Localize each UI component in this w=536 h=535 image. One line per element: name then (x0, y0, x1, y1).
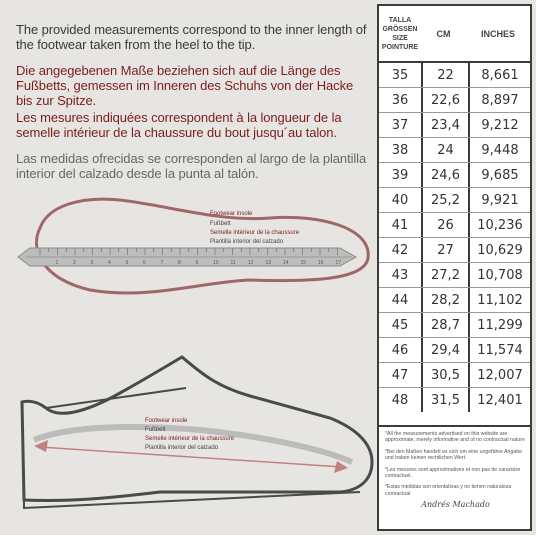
cm-cell: 24 (423, 138, 470, 162)
cm-cell: 28,7 (423, 313, 470, 337)
inches-cell: 11,299 (477, 317, 523, 333)
table-row (379, 63, 530, 88)
size-cell: 38 (379, 138, 423, 162)
header-size-groessen: GRÖSSEN (382, 25, 418, 33)
inches-cell: 11,102 (477, 292, 523, 308)
ruler-number: 3 (90, 260, 94, 266)
cm-cell: 29,4 (423, 338, 470, 362)
insole-outline-icon (37, 199, 369, 293)
inches-cell: 11,574 (477, 342, 523, 358)
header-size-talla: TALLA (388, 16, 412, 24)
ruler-number: 5 (125, 260, 129, 266)
size-cell: 45 (379, 313, 423, 337)
header-size-size: SIZE (392, 34, 408, 42)
ruler-number: 6 (143, 260, 146, 266)
inches-cell: 10,629 (477, 242, 523, 258)
cm-cell: 30,5 (423, 363, 470, 387)
cm-cell: 22 (423, 63, 470, 87)
paragraph-english: The provided measurements correspond to the inner length of the footwear taken from the heel to the tip. (16, 22, 367, 52)
insole-label-de: Fußbett (210, 221, 231, 227)
table-row (379, 188, 530, 213)
note-en: *All the measurements advertised on this website are approximate, merely informative and of no contractual nature (385, 431, 525, 444)
inches-cell: 8,897 (481, 92, 519, 108)
cm-cell: 31,5 (423, 388, 470, 412)
table-row (379, 338, 530, 363)
table-row (379, 288, 530, 313)
shoe-label-en: Footwear insole (145, 418, 188, 424)
shoe-label-de: Fußbett (145, 427, 166, 433)
insole-label-fr: Semelle intérieur de la chaussure (210, 230, 300, 236)
size-cell: 43 (379, 263, 423, 287)
table-row (379, 388, 530, 412)
ruler-number: 2 (73, 260, 76, 266)
inches-cell: 8,661 (481, 67, 519, 83)
inches-cell: 9,448 (481, 142, 519, 158)
inches-cell: 12,007 (477, 367, 523, 383)
brand-signature: Andrés Machado (421, 500, 490, 510)
table-row (379, 238, 530, 263)
table-row (379, 313, 530, 338)
header-cm: CM (436, 28, 451, 39)
disclaimer-notes (379, 427, 530, 509)
inches-cell: 12,401 (477, 392, 523, 408)
cm-cell: 24,6 (423, 163, 470, 187)
inches-cell: 10,236 (477, 217, 523, 233)
table-row (379, 113, 530, 138)
size-cell: 42 (379, 238, 423, 262)
ruler-number: 14 (283, 260, 289, 266)
ruler-number: 17 (335, 260, 342, 266)
size-cell: 40 (379, 188, 423, 212)
cm-cell: 27,2 (423, 263, 470, 287)
header-size (379, 6, 421, 61)
ruler-number: 8 (178, 260, 181, 266)
size-cell: 46 (379, 338, 423, 362)
inches-cell: 9,685 (481, 167, 519, 183)
table-row (379, 363, 530, 388)
table-row (379, 213, 530, 238)
inches-cell: 9,212 (481, 117, 519, 133)
insole-label-en: Footwear insole (210, 211, 253, 217)
size-cell: 44 (379, 288, 423, 312)
ruler-number: 7 (160, 260, 164, 266)
note-de: *Bei den Maßen handelt es sich um eine ungefähre Angabe und haben keinen rechtlichen Wert. (385, 448, 522, 462)
inches-cell: 10,708 (477, 267, 523, 283)
table-row (379, 263, 530, 288)
size-cell: 41 (379, 213, 423, 237)
table-row (379, 163, 530, 188)
cm-cell: 25,2 (423, 188, 470, 212)
size-table (377, 4, 532, 531)
table-row (379, 88, 530, 113)
size-cell: 48 (379, 388, 423, 412)
cm-cell: 22,6 (423, 88, 470, 112)
shoe-label-es: Plantilla interior del calzado (145, 445, 219, 451)
ruler-number: 12 (248, 260, 254, 266)
insole-label-es: Plantilla interior del calzado (210, 239, 284, 245)
size-table-header (379, 6, 530, 63)
note-es: *Estas medidas son orientativas y no tienen naturaleza contractual (385, 484, 512, 497)
size-cell: 35 (379, 63, 423, 87)
cm-cell: 26 (423, 213, 470, 237)
table-row (379, 138, 530, 163)
paragraph-spanish: Las medidas ofrecidas se corresponden al largo de la plantilla interior del calzado desde la punta al talón. (16, 151, 367, 181)
ruler-number: 1 (55, 260, 59, 266)
ruler-number: 15 (300, 260, 307, 266)
ruler-number: 11 (230, 260, 236, 266)
header-inches: INCHES (480, 28, 515, 39)
paragraph-french: Les mesures indiquées correspondent à la longueur de la semelle intérieur de la chaussure du bout jusqu´au talon. (16, 110, 342, 140)
size-cell: 39 (379, 163, 423, 187)
ruler-number: 9 (195, 260, 199, 266)
ruler-number: 13 (265, 260, 272, 266)
ruler-number: 10 (213, 260, 219, 266)
cm-cell: 28,2 (423, 288, 470, 312)
ruler-number: 4 (108, 260, 111, 266)
note-fr: *Les mesures sont approximatives et non pas de caractère contractuel. (385, 466, 521, 480)
size-table-body (379, 63, 530, 427)
shoe-label-fr: Semelle intérieur de la chaussure (145, 436, 235, 442)
cm-cell: 23,4 (423, 113, 470, 137)
header-size-pointure: POINTURE (381, 43, 419, 51)
size-cell: 37 (379, 113, 423, 137)
size-cell: 47 (379, 363, 423, 387)
ruler-number: 16 (318, 260, 324, 266)
cm-cell: 27 (423, 238, 470, 262)
inches-cell: 9,921 (481, 192, 519, 208)
paragraph-german: Die angegebenen Maße beziehen sich auf die Länge des Fußbetts, gemessen im Inneren des Schuhs von der Hacke bis zur Spitze. (16, 63, 354, 108)
ruler-icon (18, 248, 356, 266)
size-cell: 36 (379, 88, 423, 112)
